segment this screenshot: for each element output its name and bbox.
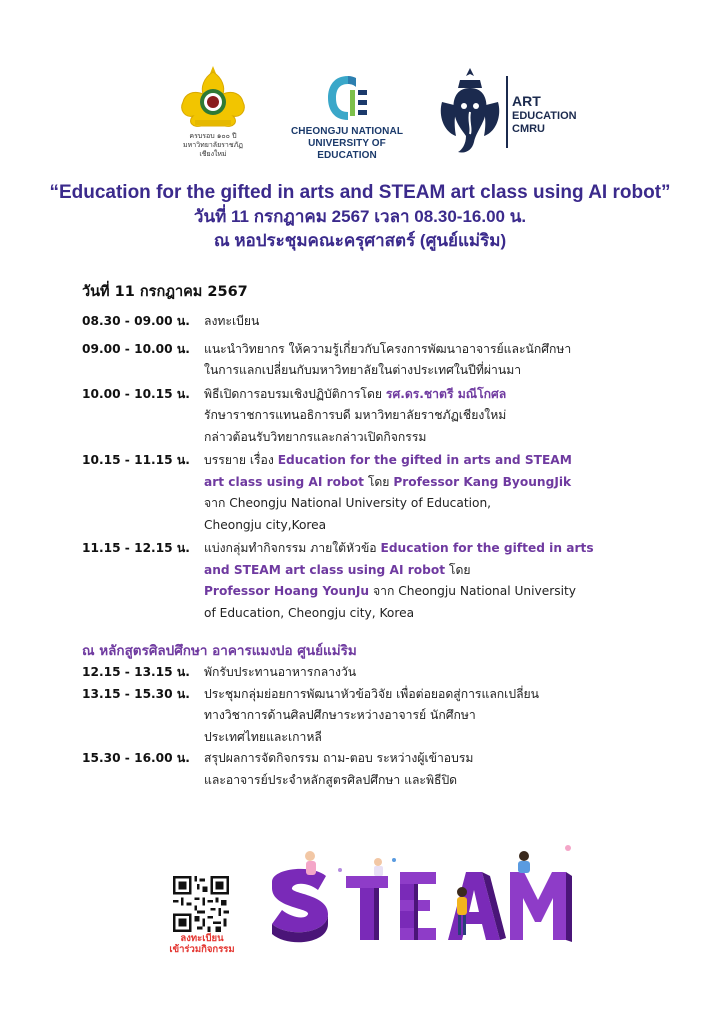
schedule-row — [82, 748, 642, 791]
topic-highlight: art class using AI robot — [204, 474, 364, 489]
schedule-text-line — [204, 450, 642, 472]
schedule-row — [82, 662, 642, 684]
letter-t-block — [346, 876, 388, 940]
ganesha-icon — [436, 66, 504, 156]
schedule-time: 10.00 - 10.15 น. — [82, 386, 190, 401]
event-title: “Education for the gifted in arts and STEAM art class using AI robot” — [49, 182, 671, 203]
center-logo-line-1: CHEONGJU NATIONAL — [290, 126, 404, 137]
schedule-row — [82, 538, 642, 624]
schedule-time: 15.30 - 16.00 น. — [82, 751, 190, 765]
schedule-text: of Education, Cheongju city, Korea — [204, 605, 415, 620]
venue-sub-heading: ณ หลักสูตรศิลปศึกษา อาคารแมงปอ ศูนย์แม่ริม — [82, 643, 357, 659]
art-education-cmru-logo — [436, 66, 596, 156]
right-logo-line-3: CMRU — [512, 123, 545, 135]
register-line-1: ลงทะเบียน — [180, 933, 224, 944]
schedule-text: โดย — [363, 474, 394, 489]
left-logo-caption-1: ครบรอบ ๑๐๐ ปี — [189, 132, 237, 140]
schedule-text-line — [204, 472, 642, 494]
center-logo-line-2: UNIVERSITY OF EDUCATION — [308, 138, 386, 161]
schedule-text: บรรยาย เรื่อง — [204, 453, 278, 467]
schedule-text: รักษาราชการแทนอธิการบดี มหาวิทยาลัยราชภัฏเชียงใหม่ — [204, 408, 507, 422]
topic-highlight: Education for the gifted in arts and STEAM — [277, 453, 572, 467]
headline — [0, 181, 720, 253]
cje-mark-icon — [324, 72, 370, 126]
schedule-time: 08.30 - 09.00 น. — [82, 314, 190, 328]
letter-a-block — [448, 872, 506, 940]
register-line-2: เข้าร่วมกิจกรรม — [169, 944, 235, 955]
schedule-text: ทางวิชาการด้านศิลปศึกษาระหว่างอาจารย์ นักศึกษา — [204, 708, 476, 722]
schedule-text: พิธีเปิดการอบรมเชิงปฏิบัติการโดย — [204, 386, 386, 401]
logo-divider — [506, 76, 508, 148]
schedule-text-line — [204, 560, 642, 582]
schedule-text: จาก Cheongju National University — [369, 584, 576, 598]
schedule-text: ประชุมกลุ่มย่อยการพัฒนาหัวข้อวิจัย เพื่อต่อยอดสู่การแลกเปลี่ยน — [204, 686, 540, 701]
schedule-text: โดย — [445, 562, 471, 577]
schedule-text: แบ่งกลุ่มทำกิจกรรม ภายใต้หัวข้อ — [204, 541, 381, 555]
schedule-text: ประเทศไทยและเกาหลี — [204, 729, 322, 744]
schedule-text: พักรับประทานอาหารกลางวัน — [204, 665, 357, 679]
schedule-time: 11.15 - 12.15 น. — [82, 541, 190, 555]
letter-m-block — [510, 872, 572, 942]
schedule-row — [82, 384, 642, 449]
royal-emblem-icon — [173, 64, 253, 132]
schedule-text: กล่าวต้อนรับวิทยากรและกล่าวเปิดกิจกรรม — [204, 429, 427, 444]
schedule-text: แนะนำวิทยากร ให้ความรู้เกี่ยวกับโครงการพัฒนาอาจารย์และนักศึกษา — [204, 341, 572, 356]
event-date-line: วันที่ 11 กรกฎาคม 2567 เวลา 08.30-16.00 น. — [193, 207, 527, 226]
schedule-text: ในการแลกเปลี่ยนกับมหาวิทยาลัยในต่างประเทศในปีที่ผ่านมา — [204, 363, 522, 377]
topic-highlight: and STEAM art class using AI robot — [204, 562, 446, 577]
schedule-row — [82, 311, 642, 333]
cmru-100-years-logo — [170, 64, 256, 156]
schedule-date-heading: วันที่ 11 กรกฎาคม 2567 — [82, 284, 248, 300]
letter-e-block — [400, 872, 436, 940]
schedule-text: Cheongju city,Korea — [204, 517, 327, 532]
cheongju-university-logo — [283, 72, 411, 162]
left-logo-caption-2: มหาวิทยาลัยราชภัฏเชียงใหม่ — [183, 141, 243, 158]
right-logo-line-1: ART — [512, 93, 541, 109]
schedule-time: 09.00 - 10.00 น. — [82, 341, 190, 356]
schedule-text-line — [204, 581, 642, 603]
schedule-time: 13.15 - 15.30 น. — [82, 686, 190, 701]
speaker-name-highlight: รศ.ดร.ชาตรี มณีโกศล — [385, 386, 507, 401]
topic-highlight: Education for the gifted in arts — [380, 541, 594, 555]
schedule-time: 10.15 - 11.15 น. — [82, 453, 190, 467]
register-caption — [160, 933, 244, 955]
speaker-name-highlight: Professor Kang ByoungJik — [393, 474, 572, 489]
schedule-row — [82, 684, 642, 749]
schedule-text: ลงทะเบียน — [204, 314, 260, 328]
schedule — [82, 281, 642, 791]
logos-row — [0, 62, 720, 162]
letter-s-block — [272, 869, 328, 942]
schedule-time: 12.15 - 13.15 น. — [82, 665, 190, 679]
schedule-row — [82, 339, 642, 382]
speaker-name-highlight: Professor Hoang YounJu — [204, 584, 370, 598]
right-logo-line-2: EDUCATION — [512, 110, 577, 122]
event-venue-line: ณ หอประชุมคณะครุศาสตร์ (ศูนย์แม่ริม) — [213, 231, 507, 250]
schedule-text: และอาจารย์ประจำหลักสูตรศิลปศึกษา และพิธีปิด — [204, 772, 458, 787]
schedule-text: จาก Cheongju National University of Education, — [204, 496, 492, 510]
sparkle-icon — [338, 845, 571, 872]
steam-illustration — [262, 842, 582, 954]
schedule-row — [82, 450, 642, 536]
schedule-text: สรุปผลการจัดกิจกรรม ถาม-ตอบ ระหว่างผู้เข้าอบรม — [204, 751, 474, 765]
schedule-text-line — [204, 538, 642, 560]
registration-qr-code[interactable] — [173, 876, 229, 932]
schedule-text-line — [204, 384, 642, 406]
